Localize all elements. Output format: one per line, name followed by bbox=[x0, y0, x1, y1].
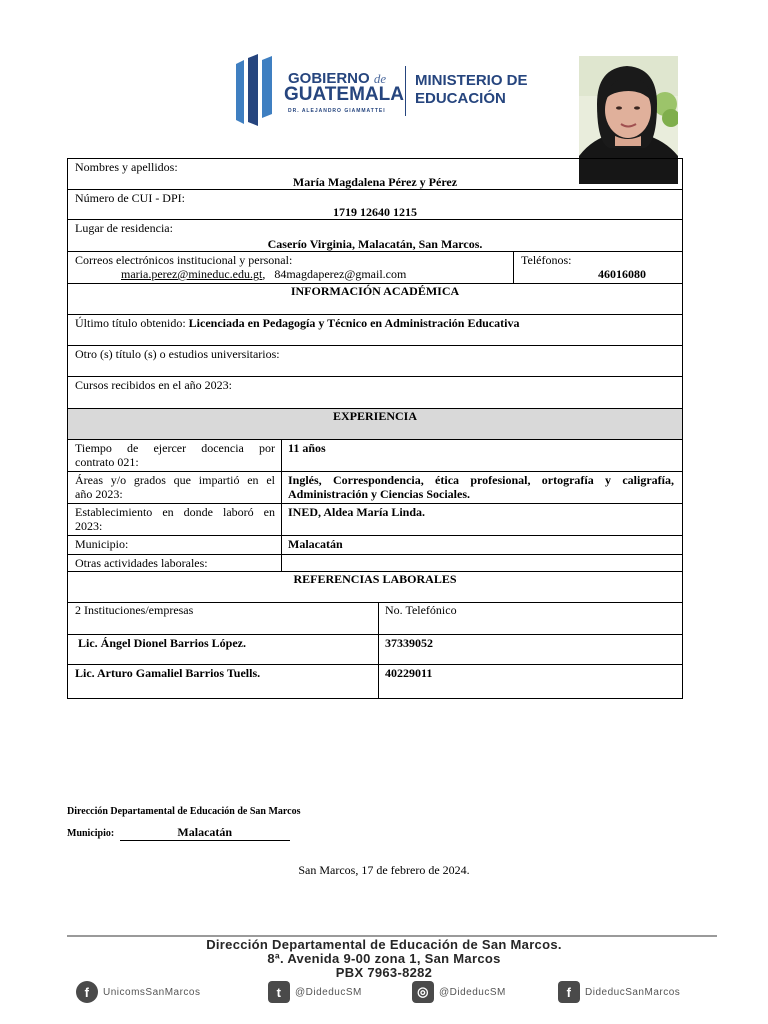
otros-titulos-row bbox=[68, 346, 682, 377]
experiencia-header: EXPERIENCIA bbox=[332, 409, 417, 423]
col-divider bbox=[281, 440, 282, 471]
col-divider bbox=[281, 536, 282, 554]
tiempo-value: 11 años bbox=[288, 441, 326, 455]
social-handle: @DideducSM bbox=[439, 986, 506, 998]
firma-municipio-value: Malacatán bbox=[120, 825, 290, 841]
footer-line-3: PBX 7963-8282 bbox=[335, 965, 433, 980]
academica-header-row bbox=[68, 284, 682, 315]
social-facebook-page[interactable] bbox=[558, 980, 680, 1004]
municipio-label: Municipio: bbox=[75, 537, 129, 551]
telefonos-cell bbox=[514, 252, 682, 283]
ultimo-titulo-value: Licenciada en Pedagogía y Técnico en Administración Educativa bbox=[188, 316, 520, 330]
direccion-departamental: Dirección Departamental de Educación de San Marcos bbox=[67, 806, 301, 817]
cui-label: Número de CUI - DPI: bbox=[75, 191, 185, 205]
academica-header: INFORMACIÓN ACADÉMICA bbox=[290, 284, 460, 298]
firma-municipio-label: Municipio: bbox=[67, 828, 115, 839]
gobierno-wordmark: GOBIERNO de GUATEMALA DR. ALEJANDRO GIAMMATTEI bbox=[284, 70, 404, 114]
municipio-value: Malacatán bbox=[288, 537, 343, 551]
correo-institucional-link[interactable]: maria.perez@mineduc.edu.gt bbox=[121, 267, 263, 281]
correos-values bbox=[121, 267, 406, 282]
telefonos-label: Teléfonos: bbox=[521, 253, 572, 267]
cui-value: 1719 12640 1215 bbox=[333, 205, 417, 219]
footer-line-2: 8ª. Avenida 9-00 zona 1, San Marcos bbox=[267, 951, 501, 966]
referencia-telefono: 37339052 bbox=[385, 636, 433, 650]
footer-line-1: Dirección Departamental de Educación de San Marcos. bbox=[206, 937, 562, 952]
ref-col-divider bbox=[378, 603, 379, 634]
referencia-nombre: Lic. Ángel Dionel Barrios López. bbox=[78, 636, 246, 650]
correo-separator: , bbox=[262, 267, 266, 281]
ultimo-titulo-row bbox=[68, 315, 682, 346]
firma-municipio bbox=[67, 825, 290, 841]
correo-personal: 84magdaperez@gmail.com bbox=[274, 267, 407, 281]
experiencia-header-row bbox=[68, 409, 682, 440]
referencia-row bbox=[68, 665, 682, 699]
referencia-row bbox=[68, 635, 682, 665]
ref-col-divider bbox=[378, 635, 379, 664]
social-handle: @DideducSM bbox=[295, 986, 362, 998]
municipio-row bbox=[68, 536, 682, 555]
establecimiento-value: INED, Aldea María Linda. bbox=[288, 505, 426, 519]
instituciones-col-header: 2 Instituciones/empresas bbox=[75, 603, 194, 617]
correos-label: Correos electrónicos institucional y personal: bbox=[75, 253, 293, 267]
referencia-nombre: Lic. Arturo Gamaliel Barrios Tuells. bbox=[75, 666, 261, 680]
nombres-label: Nombres y apellidos: bbox=[75, 160, 178, 174]
col-divider bbox=[281, 555, 282, 571]
areas-label: Áreas y/o grados que impartió en el año 2023: bbox=[75, 473, 275, 501]
social-handle: DideducSanMarcos bbox=[585, 986, 681, 998]
referencia-telefono: 40229011 bbox=[385, 666, 433, 680]
tiempo-label: Tiempo de ejercer docencia por contrato 021: bbox=[75, 441, 275, 469]
social-handle: UnicomsSanMarcos bbox=[103, 986, 201, 998]
residencia-row bbox=[68, 220, 682, 252]
twitter-icon: t bbox=[268, 981, 290, 1003]
otras-actividades-label: Otras actividades laborales: bbox=[75, 556, 208, 570]
referencias-header: REFERENCIAS LABORALES bbox=[293, 572, 457, 586]
areas-row bbox=[68, 472, 682, 504]
residencia-label: Lugar de residencia: bbox=[75, 221, 173, 235]
social-twitter[interactable] bbox=[268, 980, 362, 1004]
instagram-icon: ◎ bbox=[412, 981, 434, 1003]
telefonos-value: 46016080 bbox=[598, 267, 646, 281]
ministerio-logo bbox=[232, 52, 552, 128]
establecimiento-label: Establecimiento en donde laboró en 2023: bbox=[75, 505, 275, 533]
referencias-columns-row bbox=[68, 603, 682, 635]
datos-personales-table bbox=[67, 158, 683, 699]
contacto-row bbox=[68, 252, 682, 284]
facebook-page-icon: f bbox=[558, 981, 580, 1003]
telefono-col-header: No. Telefónico bbox=[385, 603, 457, 617]
cursos-label: Cursos recibidos en el año 2023: bbox=[75, 378, 232, 392]
logo-separator bbox=[405, 66, 406, 116]
cursos-row bbox=[68, 377, 682, 409]
facebook-icon: f bbox=[76, 981, 98, 1003]
nombres-row bbox=[68, 159, 682, 190]
ref-col-divider bbox=[378, 665, 379, 698]
ministerio-wordmark: MINISTERIO DE EDUCACIÓN bbox=[415, 72, 528, 107]
cui-row bbox=[68, 190, 682, 220]
establecimiento-row bbox=[68, 504, 682, 536]
col-divider bbox=[281, 472, 282, 503]
otros-titulos-label: Otro (s) título (s) o estudios universitarios: bbox=[75, 347, 280, 361]
areas-value: Inglés, Correspondencia, ética profesional, ortografía y caligrafía, Administración y Ciencias Sociales. bbox=[288, 473, 674, 501]
gobierno-bars-icon bbox=[232, 54, 276, 126]
referencias-header-row bbox=[68, 572, 682, 603]
social-instagram[interactable] bbox=[412, 980, 506, 1004]
social-facebook[interactable] bbox=[76, 980, 200, 1004]
otras-actividades-row bbox=[68, 555, 682, 572]
col-divider bbox=[281, 504, 282, 535]
ultimo-titulo: Último título obtenido: Licenciada en Pedagogía y Técnico en Administración Educativa bbox=[75, 316, 520, 330]
fecha: San Marcos, 17 de febrero de 2024. bbox=[298, 863, 470, 877]
nombres-value: María Magdalena Pérez y Pérez bbox=[292, 175, 458, 189]
residencia-value: Caserío Virginia, Malacatán, San Marcos. bbox=[267, 237, 483, 251]
correos-cell bbox=[68, 252, 513, 283]
tiempo-row bbox=[68, 440, 682, 472]
